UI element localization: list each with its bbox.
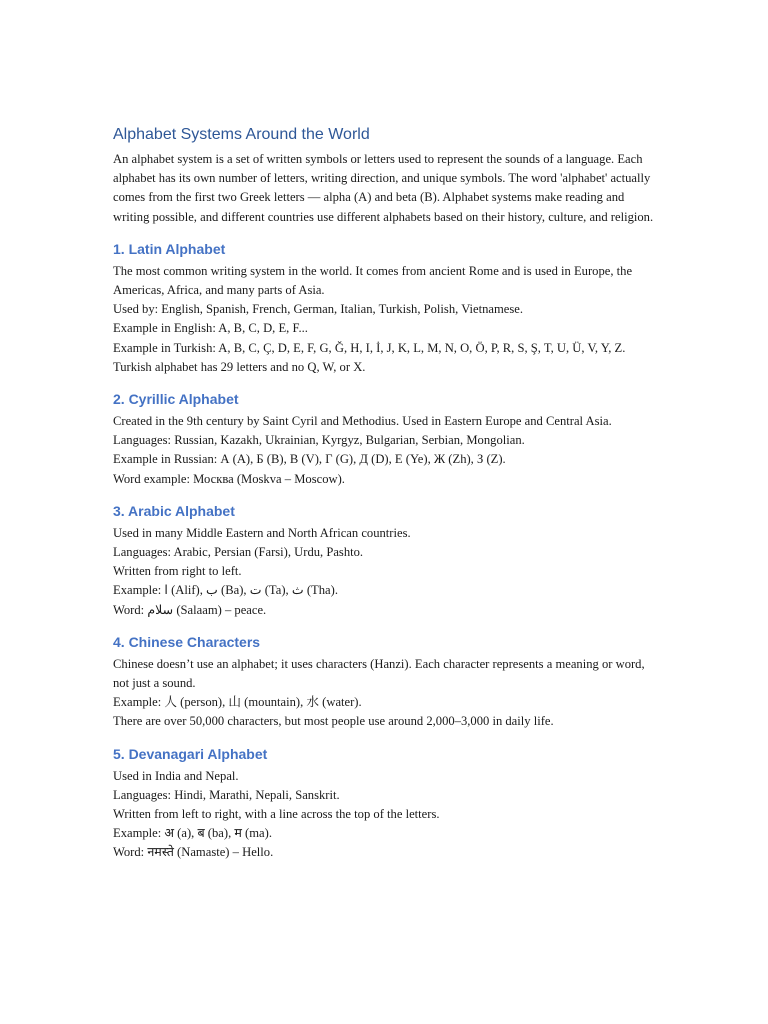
- section-line: Example in Russian: А (A), Б (B), В (V), Г (G), Д (D), Е (Ye), Ж (Zh), З (Z).: [113, 452, 506, 467]
- intro-paragraph: An alphabet system is a set of written symbols or letters used to represent the sounds of a language. Each alphabet has its own number of letters, writing direction, and unique symbols. The word 'alphabet' actually comes from the first two Greek letters — alpha (Α) and beta (Β). Alphabet systems make reading and writing possible, and different countries use different alphabets based on their history, culture, and religion.: [113, 152, 654, 224]
- section-line: Example: अ (a), ब (ba), म (ma).: [113, 826, 272, 841]
- section-line: Example in English: A, B, C, D, E, F...: [113, 321, 308, 336]
- section-line: Written from right to left.: [113, 564, 242, 579]
- section-line: Used in India and Nepal.: [113, 768, 239, 783]
- section-line: The most common writing system in the world. It comes from ancient Rome and is used in Europe, the Americas, Africa, and many parts of Asia.: [113, 263, 633, 298]
- section-line: Word: नमस्ते (Namaste) – Hello.: [113, 845, 274, 860]
- section-heading: 5. Devanagari Alphabet: [113, 745, 268, 762]
- section-line: Word example: Москва (Moskva – Moscow).: [113, 471, 345, 486]
- section-line: Example in Turkish: A, B, C, Ç, D, E, F, G, Ğ, H, I, İ, J, K, L, M, N, O, Ö, P, R, S, Ş, T, U, Ü, V, Y, Z.: [113, 340, 626, 355]
- section-line: Languages: Arabic, Persian (Farsi), Urdu, Pashto.: [113, 545, 364, 560]
- section-line: Example: ا (Alif), ب (Ba), ت (Ta), ث (Tha).: [113, 583, 338, 598]
- section-cyrillic: [113, 389, 658, 489]
- section-arabic: [113, 501, 658, 620]
- document-title: Alphabet Systems Around the World: [113, 126, 370, 143]
- section-line: Written from left to right, with a line across the top of the letters.: [113, 807, 440, 822]
- section-line: Turkish alphabet has 29 letters and no Q, W, or X.: [113, 359, 366, 374]
- section-heading: 3. Arabic Alphabet: [113, 502, 235, 519]
- section-line: Chinese doesn’t use an alphabet; it uses characters (Hanzi). Each character represents a meaning or word, not just a sound.: [113, 656, 645, 691]
- section-line: Example: 人 (person), 山 (mountain), 水 (water).: [113, 695, 362, 710]
- section-heading: 4. Chinese Characters: [113, 633, 261, 650]
- section-devanagari: [113, 744, 658, 863]
- document-page: [113, 124, 658, 863]
- section-line: Created in the 9th century by Saint Cyril and Methodius. Used in Eastern Europe and Central Asia.: [113, 414, 612, 429]
- section-line: Languages: Russian, Kazakh, Ukrainian, Kyrgyz, Bulgarian, Serbian, Mongolian.: [113, 433, 525, 448]
- section-line: Used by: English, Spanish, French, German, Italian, Turkish, Polish, Vietnamese.: [113, 302, 524, 317]
- section-line: Used in many Middle Eastern and North African countries.: [113, 525, 411, 540]
- section-line: There are over 50,000 characters, but most people use around 2,000–3,000 in daily life.: [113, 714, 554, 729]
- section-heading: 1. Latin Alphabet: [113, 240, 226, 257]
- section-latin: [113, 239, 658, 377]
- section-line: Languages: Hindi, Marathi, Nepali, Sanskrit.: [113, 787, 340, 802]
- section-chinese: [113, 632, 658, 732]
- section-heading: 2. Cyrillic Alphabet: [113, 391, 239, 408]
- section-line: Word: سلام (Salaam) – peace.: [113, 602, 267, 617]
